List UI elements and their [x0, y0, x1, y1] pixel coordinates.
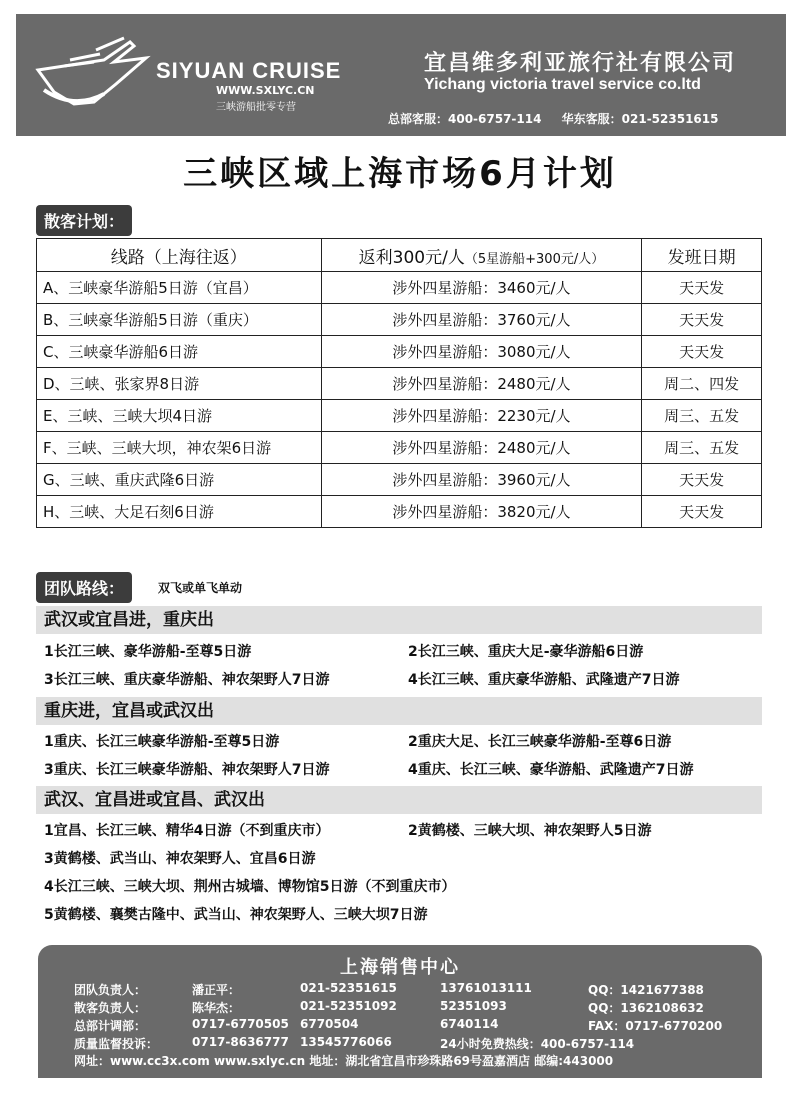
sales-center-footer: [38, 945, 762, 1078]
col-header-price: [321, 239, 642, 272]
contact-phone: 52351093: [440, 999, 507, 1013]
contact-role: 散客负责人：: [74, 1001, 147, 1015]
individual-routes-table: [36, 238, 762, 528]
group-route-item: 2重庆大足、长江三峡豪华游船-至尊6日游: [408, 734, 672, 750]
group-route-item: 3长江三峡、重庆豪华游船、神农架野人7日游: [44, 672, 330, 688]
contact-role: 团队负责人：: [74, 983, 147, 997]
table-row: [37, 496, 762, 528]
group-route-item: 2黄鹤楼、三峡大坝、神农架野人5日游: [408, 823, 652, 839]
date-cell: 天天发: [642, 496, 762, 528]
hotline-hq: 总部客服：400-6757-114: [388, 112, 542, 126]
group-route-item: 4长江三峡、三峡大坝、荆州古城墙、博物馆5日游（不到重庆市）: [44, 879, 456, 895]
route-cell: F、三峡、三峡大坝，神农架6日游: [37, 432, 322, 464]
group-band-3: 武汉、宜昌进或宜昌、武汉出: [36, 786, 762, 814]
price-cell: 涉外四星游船：3080元/人: [321, 336, 642, 368]
date-cell: 天天发: [642, 464, 762, 496]
group-route-item: 4重庆、长江三峡、豪华游船、武隆遗产7日游: [408, 762, 694, 778]
table-row: [37, 368, 762, 400]
price-cell: 涉外四星游船：2230元/人: [321, 400, 642, 432]
contact-phone: 24小时免费热线：400-6757-114: [440, 1037, 635, 1051]
contact-extra: FAX：0717-6770200: [588, 1019, 723, 1033]
address-line: 网址：www.cc3x.com www.sxlyc.cn 地址：湖北省宜昌市珍珠路69号盈嘉酒店 邮编:443000: [74, 1054, 614, 1068]
col-header-price-sub: （5星游船+300元/人）: [464, 251, 605, 267]
route-cell: G、三峡、重庆武隆6日游: [37, 464, 322, 496]
price-cell: 涉外四星游船：2480元/人: [321, 368, 642, 400]
section-label-individual: 散客计划：: [36, 205, 132, 236]
brand-url: WWW.SXLYC.CN: [216, 84, 315, 97]
route-cell: B、三峡豪华游船5日游（重庆）: [37, 304, 322, 336]
date-cell: 周二、四发: [642, 368, 762, 400]
route-cell: C、三峡豪华游船6日游: [37, 336, 322, 368]
date-cell: 天天发: [642, 272, 762, 304]
group-route-item: 3黄鹤楼、武当山、神农架野人、宜昌6日游: [44, 851, 316, 867]
section-label-group: 团队路线：: [36, 572, 132, 603]
brand-name: SIYUAN CRUISE: [156, 58, 342, 83]
header-banner: [16, 14, 786, 136]
brand-slogan: 三峡游船批零专营: [216, 102, 296, 113]
table-header-row: [37, 239, 762, 272]
date-cell: 天天发: [642, 304, 762, 336]
group-route-item: 2长江三峡、重庆大足-豪华游船6日游: [408, 644, 644, 660]
table-row: [37, 304, 762, 336]
date-cell: 周三、五发: [642, 400, 762, 432]
contact-extra: QQ：1421677388: [588, 983, 704, 997]
page-title: 三峡区域上海市场6月计划: [183, 154, 617, 194]
col-header-date: 发班日期: [642, 239, 762, 272]
hotline-east: 华东客服：021-52351615: [561, 112, 719, 126]
col-header-route: 线路（上海往返）: [37, 239, 322, 272]
group-route-item: 4长江三峡、重庆豪华游船、武隆遗产7日游: [408, 672, 680, 688]
company-name-cn: 宜昌维多利亚旅行社有限公司: [424, 51, 737, 76]
contact-phone: 021-52351092: [300, 999, 397, 1013]
col-header-price-main: 返利300元/人: [358, 247, 465, 268]
price-cell: 涉外四星游船：2480元/人: [321, 432, 642, 464]
hotline-bar: [388, 110, 734, 127]
footer-title: 上海销售中心: [340, 957, 460, 978]
contact-name: 潘正平：: [192, 983, 241, 997]
table-row: [37, 432, 762, 464]
group-route-item: 3重庆、长江三峡豪华游船、神农架野人7日游: [44, 762, 330, 778]
cruise-ship-logo-icon: [34, 32, 154, 112]
contact-name: 陈华杰：: [192, 1001, 241, 1015]
contact-phone: 021-52351615: [300, 981, 397, 995]
contact-phone: 6770504: [300, 1017, 359, 1031]
route-cell: A、三峡豪华游船5日游（宜昌）: [37, 272, 322, 304]
table-row: [37, 464, 762, 496]
contact-role: 总部计调部：: [74, 1019, 147, 1033]
table-row: [37, 400, 762, 432]
contact-phone: 13545776066: [300, 1035, 392, 1049]
group-band-2: 重庆进，宜昌或武汉出: [36, 697, 762, 725]
route-cell: E、三峡、三峡大坝4日游: [37, 400, 322, 432]
group-note: 双飞或单飞单动: [158, 581, 243, 595]
contact-role: 质量监督投诉：: [74, 1037, 159, 1051]
contact-name: 0717-8636777: [192, 1035, 289, 1049]
contact-phone: 13761013111: [440, 981, 532, 995]
contact-phone: 6740114: [440, 1017, 499, 1031]
price-cell: 涉外四星游船：3960元/人: [321, 464, 642, 496]
price-cell: 涉外四星游船：3820元/人: [321, 496, 642, 528]
group-route-item: 1宜昌、长江三峡、精华4日游（不到重庆市）: [44, 823, 330, 839]
route-cell: H、三峡、大足石刻6日游: [37, 496, 322, 528]
date-cell: 周三、五发: [642, 432, 762, 464]
route-cell: D、三峡、张家界8日游: [37, 368, 322, 400]
company-name-en: Yichang victoria travel service co.ltd: [424, 76, 701, 93]
contact-name: 0717-6770505: [192, 1017, 289, 1031]
contact-extra: QQ：1362108632: [588, 1001, 704, 1015]
group-route-item: 1长江三峡、豪华游船-至尊5日游: [44, 644, 252, 660]
group-band-1: 武汉或宜昌进，重庆出: [36, 606, 762, 634]
group-route-item: 1重庆、长江三峡豪华游船-至尊5日游: [44, 734, 280, 750]
price-cell: 涉外四星游船：3760元/人: [321, 304, 642, 336]
table-row: [37, 272, 762, 304]
group-route-item: 5黄鹤楼、襄樊古隆中、武当山、神农架野人、三峡大坝7日游: [44, 907, 428, 923]
price-cell: 涉外四星游船：3460元/人: [321, 272, 642, 304]
table-row: [37, 336, 762, 368]
date-cell: 天天发: [642, 336, 762, 368]
